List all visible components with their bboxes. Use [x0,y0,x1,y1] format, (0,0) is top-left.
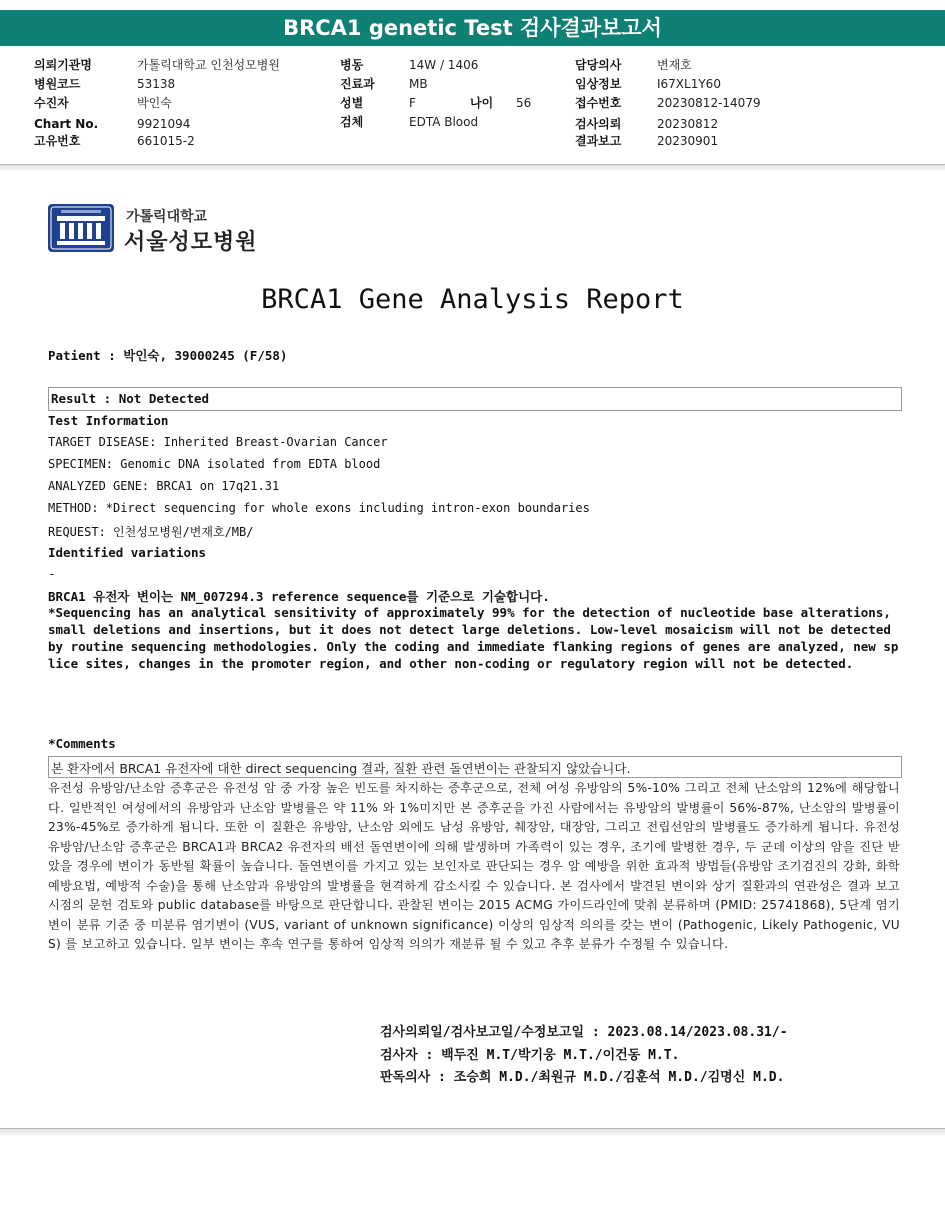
specimen-label: 검체 [340,115,364,129]
readers: 판독의사 : 조승희 M.D./최원규 M.D./김훈석 M.D./김명신 M.D. [380,1070,785,1085]
comment-detail: 유전성 유방암/난소암 증후군은 유전성 암 중 가장 높은 빈도를 차지하는 증후군으로, 전체 여성 유방암의 5%-10% 그리고 전체 난소암의 12%에 해당합니다. 일반적인 여성에서의 유방암과 난소암 발병률은 약 11% 와 1%미지만 본 증후군을 가진 사람에서는 유방암의 발병률이 56%-87%, 난소암의 발병률이 23%-45%로 증가하게 됩니다. 또한 이 질환은 유방암, 난소암 외에도 남성 유방암, 췌장암, 대장암, 그리고 전립선암의 발병률도 증가하게 됩니다. 유전성 유방암/난소암 증후군은 BRCA1과 BRCA2 유전자의 배선 돌연변이에 의해 발생하며 가족력이 있는 경우, 조기에 발병한 경우, 두 군데 이상의 암을 진단 받았을 경우에 변이가 동반될 확률이 높습니다. 돌연변이를 가지고 있는 보인자로 판단되는 경우 암 예방을 위한 효과적 방법들(유방암 조기검진의 강화, 화학예방요법, 예방적 수술)을 통해 난소암과 유방암의 발병률을 현격하게 감소시킬 수 있습니다. 본 검사에서 발견된 변이와 상기 질환과의 연관성은 결과 보고 시점의 문헌 검토와 public database를 바탕으로 판단합니다. 관찰된 변이는 2015 ACMG 가이드라인에 맞춰 분류하며 (PMID: 25741868), 5단계 염기변이 분류 기준 중 미분류 염기변이 (VUS, variant of unknown significance) 이상의 임상적 의의를 갖는 변이 (Pathogenic, Likely Pathogenic, VUS) 를 보고하고 있습니다. 일부 변이는 후속 연구를 통하여 임상적 의의가 재분류 될 수 있고 추후 분류가 수정될 수 있습니다. [48,781,900,951]
test-info-heading: Test Information [48,413,169,428]
university-seal-icon [47,203,115,253]
unique-id-label: 고유번호 [34,134,81,148]
chart-no-value: 9921094 [137,117,191,131]
patient-line: Patient : 박인숙, 39000245 (F/58) [48,348,288,363]
footer-divider-shadow [0,1129,945,1135]
sex-value: F [409,96,416,110]
department-label: 진료과 [340,77,375,91]
test-dates: 검사의뢰일/검사보고일/수정보고일 : 2023.08.14/2023.08.31/- [380,1025,788,1040]
specimen-value: EDTA Blood [409,115,479,129]
analyzed-gene: ANALYZED GENE: BRCA1 on 17q21.31 [48,479,280,493]
age-label: 나이 [470,96,494,110]
chart-no-label: Chart No. [34,117,99,131]
hospital-code-label: 병원코드 [34,77,81,91]
result-text: Result : Not Detected [51,391,210,406]
sex-label: 성별 [340,96,364,110]
institution-value: 가톨릭대학교 인천성모병원 [137,58,280,72]
variations-heading: Identified variations [48,545,207,560]
unique-id-value: 661015-2 [137,134,195,148]
hospital-code-value: 53138 [137,77,176,91]
physician-value: 변재호 [657,58,692,72]
report-date-label: 결과보고 [575,134,622,148]
ward-value: 14W / 1406 [409,58,479,72]
logo-hospital-name: 서울성모병원 [124,230,258,255]
request-date-label: 검사의뢰 [575,117,622,131]
institution-label: 의뢰기관명 [34,58,92,72]
department-value: MB [409,77,428,91]
testers: 검사자 : 백두진 M.T/박기웅 M.T./이건동 M.T. [380,1048,680,1063]
physician-label: 담당의사 [575,58,622,72]
patient-name-label: 수진자 [34,96,69,110]
comment-main: 본 환자에서 BRCA1 유전자에 대한 direct sequencing 결과, 질환 관련 돌연변이는 관찰되지 않았습니다. [51,761,631,776]
report-date-value: 20230901 [657,134,719,148]
method-line: METHOD: *Direct sequencing for whole exons including intron-exon boundaries [48,501,590,515]
logo-university-name: 가톨릭대학교 [126,209,208,225]
clinical-info-label: 임상정보 [575,77,622,91]
request-date-value: 20230812 [657,117,719,131]
report-title: BRCA1 Gene Analysis Report [261,284,684,315]
receipt-no-label: 접수번호 [575,96,622,110]
clinical-info-value: I67XL1Y60 [657,77,721,91]
request-line: REQUEST: 인천성모병원/변재호/MB/ [48,525,254,539]
report-header-title: BRCA1 genetic Test 검사결과보고서 [0,10,945,46]
reference-sequence-note: BRCA1 유전자 변이는 NM_007294.3 reference sequence를 기준으로 기술합니다. [48,589,550,604]
receipt-no-value: 20230812-14079 [657,96,761,110]
age-value: 56 [516,96,532,110]
ward-label: 병동 [340,58,364,72]
sensitivity-note: *Sequencing has an analytical sensitivity of approximately 99% for the detection of nucleotide base alterations, small deletions and insertions, but it does not detect large deletions. Low-level mosaicism will not be detected by routine sequencing methodologies. Only the coding and immediate flanking regions of genes are analyzed, new splice sites, changes in the promoter region, and other non-coding or regulatory region will not be detected. [48,605,899,671]
specimen-line: SPECIMEN: Genomic DNA isolated from EDTA blood [48,457,381,471]
patient-name-value: 박인숙 [137,96,172,110]
target-disease: TARGET DISEASE: Inherited Breast-Ovarian Cancer [48,435,388,449]
comments-heading: *Comments [48,736,116,751]
variations-value: - [48,566,56,581]
header-divider-shadow [0,165,945,171]
